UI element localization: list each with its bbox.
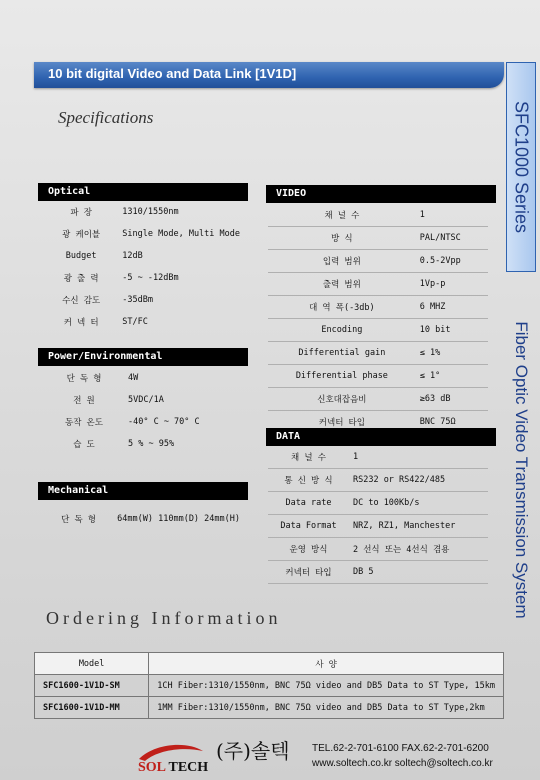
ordering-spec: 1MM Fiber:1310/1550nm, BNC 75Ω video and DB5 Data to ST Type,2km bbox=[149, 697, 504, 719]
table-row bbox=[44, 245, 244, 267]
ordering-title: Ordering Information bbox=[46, 608, 282, 628]
ordering-header-spec: 사 양 bbox=[149, 653, 504, 675]
table-row bbox=[44, 411, 244, 433]
table-row bbox=[44, 289, 244, 311]
power-table bbox=[44, 367, 244, 455]
header-title: 10 bit digital Video and Data Link [1V1D] bbox=[48, 66, 297, 81]
spec-label: Encoding bbox=[268, 319, 416, 342]
spec-label: 전 원 bbox=[73, 396, 95, 406]
spec-value: 1310/1550nm bbox=[122, 207, 179, 217]
specifications-title: Specifications bbox=[58, 108, 154, 127]
table-row bbox=[268, 469, 488, 492]
spec-value: 64mm(W) 110mm(D) 24mm(H) bbox=[117, 514, 240, 524]
spec-value: 0.5-2Vpp bbox=[416, 250, 488, 273]
spec-value: DC to 100Kb/s bbox=[349, 492, 488, 515]
spec-value: 1Vp-p bbox=[416, 273, 488, 296]
spec-label: 광 출 력 bbox=[63, 274, 99, 284]
table-row bbox=[44, 267, 244, 289]
table-row bbox=[44, 201, 244, 223]
table-row bbox=[268, 492, 488, 515]
table-row bbox=[44, 311, 244, 333]
spec-value: 5VDC/1A bbox=[128, 395, 164, 405]
spec-label: 출력 범위 bbox=[268, 273, 416, 296]
table-row bbox=[268, 342, 488, 365]
spec-label: 단 독 형 bbox=[66, 374, 102, 384]
product-subtitle-label: Fiber Optic Video Transmission System bbox=[512, 321, 531, 619]
video-table bbox=[268, 204, 488, 434]
spec-label: 입력 범위 bbox=[268, 250, 416, 273]
table-row bbox=[44, 508, 244, 530]
table-row bbox=[268, 446, 488, 469]
data-table bbox=[268, 446, 488, 584]
spec-value: 2 선식 또는 4선식 겸용 bbox=[349, 538, 488, 561]
table-row bbox=[268, 515, 488, 538]
product-subtitle bbox=[506, 290, 536, 650]
spec-value: 1 bbox=[416, 204, 488, 227]
table-row bbox=[35, 675, 504, 697]
spec-value: Single Mode, Multi Mode bbox=[122, 229, 240, 239]
data-section-header: DATA bbox=[266, 428, 496, 446]
spec-value: ≥63 dB bbox=[416, 388, 488, 411]
table-row bbox=[268, 561, 488, 584]
spec-label: 통 신 방 식 bbox=[268, 469, 349, 492]
spec-label: 동작 온도 bbox=[65, 418, 103, 428]
spec-value: 10 bit bbox=[416, 319, 488, 342]
mechanical-section-header: Mechanical bbox=[38, 482, 248, 500]
spec-value: DB 5 bbox=[349, 561, 488, 584]
spec-label: Budget bbox=[65, 251, 97, 261]
table-row bbox=[268, 296, 488, 319]
ordering-header-model: Model bbox=[35, 653, 149, 675]
table-row bbox=[44, 389, 244, 411]
contact-web-email: www.soltech.co.kr soltech@soltech.co.kr bbox=[312, 758, 493, 769]
spec-label: Data Format bbox=[268, 515, 349, 538]
logo-sol-text: SOL bbox=[138, 760, 166, 775]
spec-label: 수신 감도 bbox=[62, 296, 101, 306]
table-row bbox=[268, 227, 488, 250]
table-row bbox=[268, 538, 488, 561]
table-row bbox=[44, 367, 244, 389]
spec-value: PAL/NTSC bbox=[416, 227, 488, 250]
mechanical-table bbox=[44, 508, 244, 530]
ordering-table bbox=[34, 652, 504, 719]
spec-value: ST/FC bbox=[122, 317, 148, 327]
series-label: SFC1000 Series bbox=[511, 100, 532, 234]
optical-section-header: Optical bbox=[38, 183, 248, 201]
spec-value: NRZ, RZ1, Manchester bbox=[349, 515, 488, 538]
optical-table bbox=[44, 201, 244, 333]
spec-label: 파 장 bbox=[70, 208, 92, 218]
spec-label: 커 넥 터 bbox=[63, 318, 99, 328]
spec-label: 방 식 bbox=[268, 227, 416, 250]
spec-value: ≤ 1% bbox=[416, 342, 488, 365]
table-row bbox=[44, 223, 244, 245]
logo-tech-text: TECH bbox=[168, 760, 209, 775]
spec-value: 1 bbox=[349, 446, 488, 469]
ordering-spec: 1CH Fiber:1310/1550nm, BNC 75Ω video and DB5 Data to ST Type, 15km bbox=[149, 675, 504, 697]
spec-label: Differential phase bbox=[268, 365, 416, 388]
spec-value: 6 MHZ bbox=[416, 296, 488, 319]
spec-label: 채 널 수 bbox=[268, 204, 416, 227]
spec-label: 단 독 형 bbox=[61, 515, 97, 525]
table-row bbox=[268, 365, 488, 388]
series-tab bbox=[506, 62, 536, 272]
table-row bbox=[35, 697, 504, 719]
table-row bbox=[268, 250, 488, 273]
spec-value: -35dBm bbox=[122, 295, 154, 305]
table-row bbox=[268, 204, 488, 227]
spec-value: 5 % ~ 95% bbox=[128, 439, 175, 449]
spec-label: 습 도 bbox=[73, 440, 95, 450]
spec-label: 커넥터 타입 bbox=[268, 411, 416, 434]
spec-value: RS232 or RS422/485 bbox=[349, 469, 488, 492]
table-row bbox=[44, 433, 244, 455]
spec-label: 광 케이블 bbox=[62, 230, 101, 240]
ordering-model: SFC1600-1V1D-MM bbox=[35, 697, 149, 719]
spec-value: 4W bbox=[128, 373, 139, 383]
spec-value: 12dB bbox=[122, 251, 143, 261]
table-row bbox=[268, 388, 488, 411]
spec-label: 커넥터 타입 bbox=[268, 561, 349, 584]
spec-label: 운영 방식 bbox=[268, 538, 349, 561]
spec-label: 채 널 수 bbox=[268, 446, 349, 469]
spec-value: -5 ~ -12dBm bbox=[122, 273, 179, 283]
spec-label: Differential gain bbox=[268, 342, 416, 365]
spec-label: 신호대잡음비 bbox=[268, 388, 416, 411]
ordering-model: SFC1600-1V1D-SM bbox=[35, 675, 149, 697]
company-name: (주)솔텍 bbox=[216, 739, 290, 763]
spec-value: BNC 75Ω bbox=[416, 411, 488, 434]
spec-label: Data rate bbox=[268, 492, 349, 515]
soltech-logo bbox=[138, 760, 208, 776]
video-section-header: VIDEO bbox=[266, 185, 496, 203]
spec-label: 대 역 폭(-3db) bbox=[268, 296, 416, 319]
table-row bbox=[268, 273, 488, 296]
contact-phone-fax: TEL.62-2-701-6100 FAX.62-2-701-6200 bbox=[312, 743, 489, 754]
spec-value: ≤ 1° bbox=[416, 365, 488, 388]
spec-value: -40° C ~ 70° C bbox=[128, 417, 200, 427]
power-section-header: Power/Environmental bbox=[38, 348, 248, 366]
table-row bbox=[268, 319, 488, 342]
